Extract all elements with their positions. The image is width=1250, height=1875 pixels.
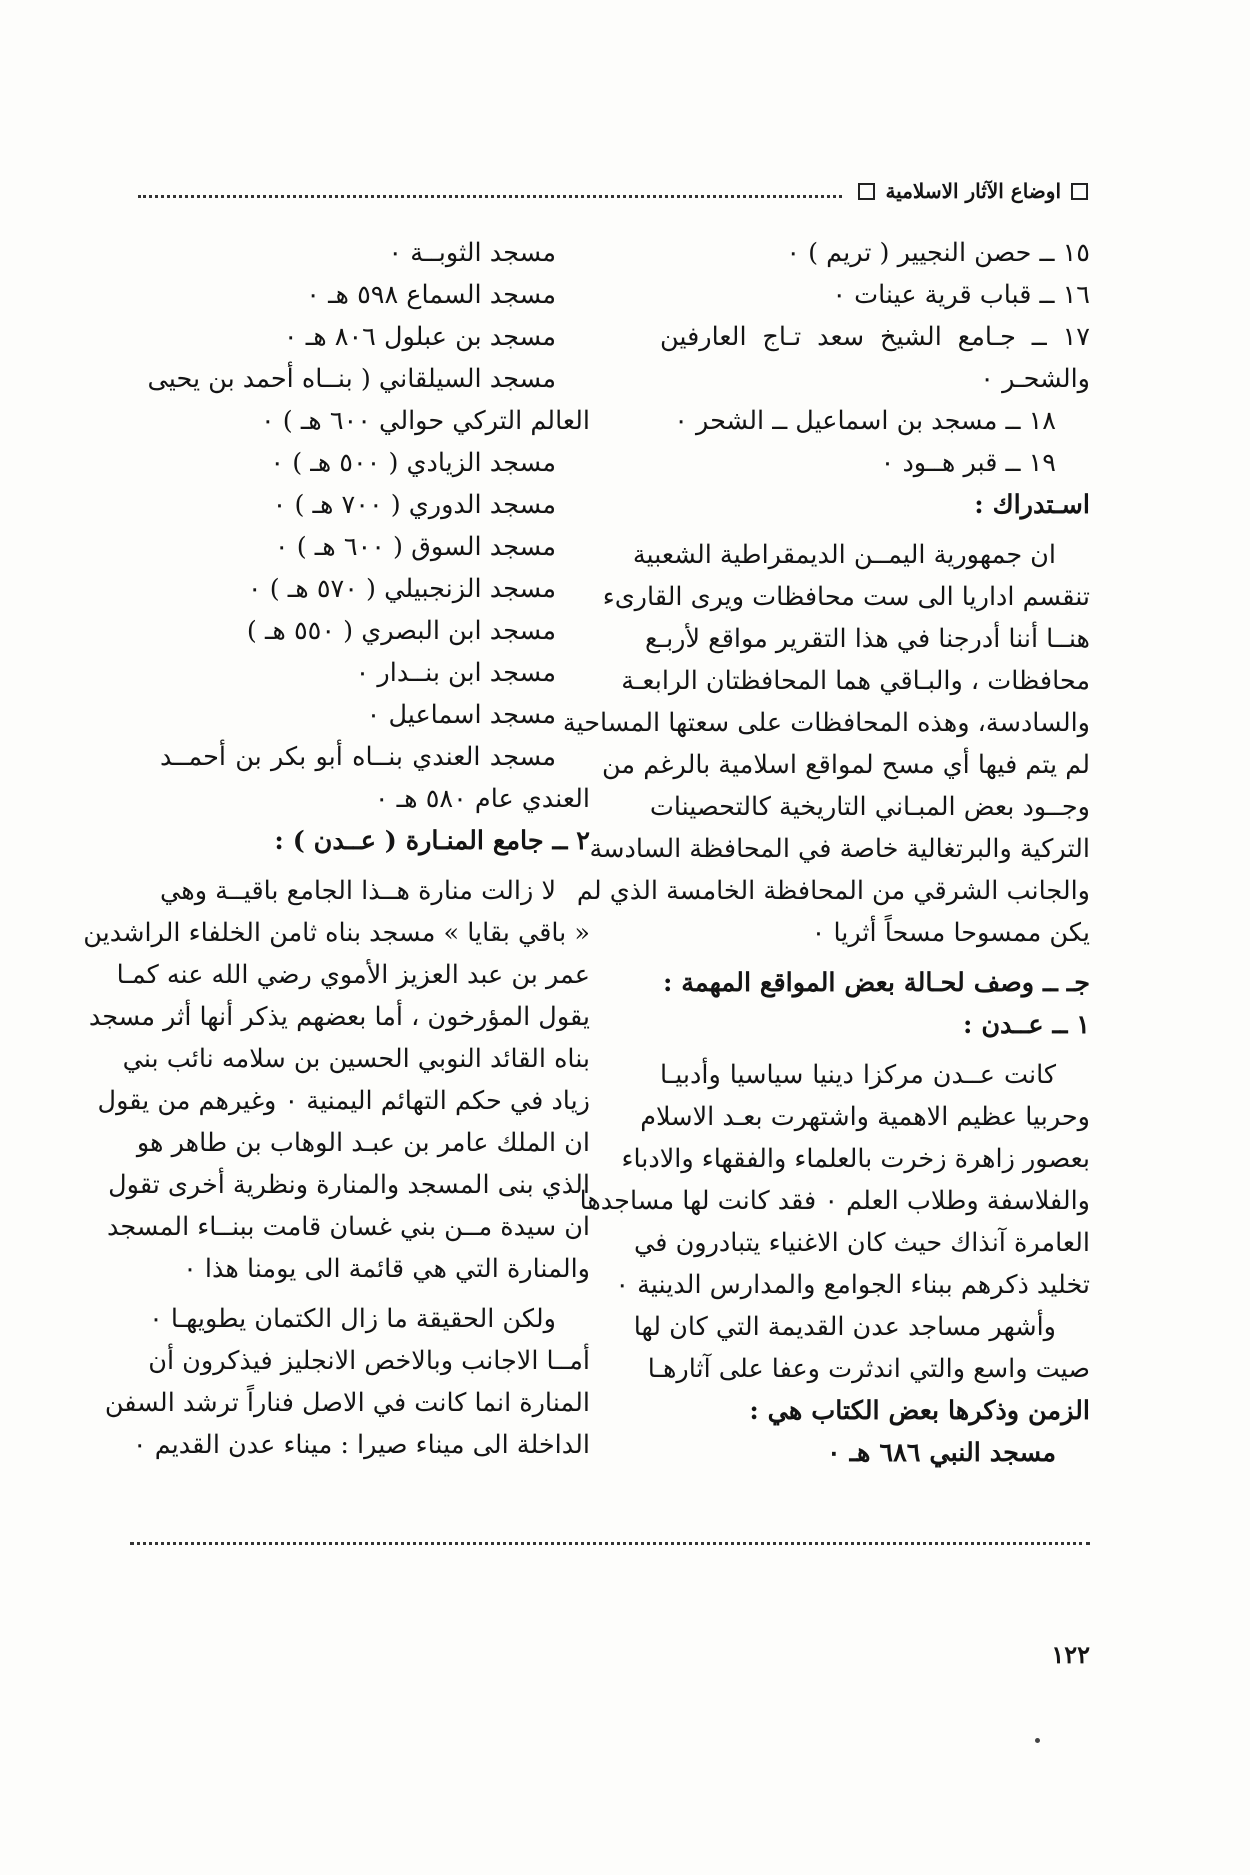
text-line: « باقي بقايا » مسجد بناه ثامن الخلفاء الراشدين [83,918,590,948]
text-line: والمنارة التي هي قائمة الى يومنا هذا ٠ [183,1254,590,1284]
text-line: الذي بنى المسجد والمنارة ونظرية أخرى تقول [108,1170,590,1200]
left-text-column [83,232,590,1466]
text-line: مسجد الزيادي ( ٥٠٠ هـ ) ٠ [270,448,556,478]
header-dotted-rule [138,195,842,198]
text-line: وأشهر مساجد عدن القديمة التي كان لها [633,1312,1056,1342]
running-header-title: اوضاع الآثار الاسلامية [885,179,1061,203]
text-line: اسـتدراك : [974,490,1090,520]
text-line: وحربيا عظيم الاهمية واشتهرت بعـد الاسلام [640,1102,1090,1132]
text-line: والفلاسفة وطلاب العلم ٠ فقد كانت لها مساجدها [579,1186,1090,1216]
text-line: لم يتم فيها أي مسح لمواقع اسلامية بالرغم من [602,750,1090,780]
text-line: هنــا أننا أدرجنا في هذا التقرير مواقع لأربـع [645,624,1090,654]
text-line: ١ ــ عــدن : [963,1010,1090,1040]
text-line: والسادسة، وهذه المحافظات على سعتها المساحية [562,708,1090,738]
text-line: مسجد السيلقاني ( بنــاه أحمد بن يحيى [147,364,556,394]
text-line: عمر بن عبد العزيز الأموي رضي الله عنه كمـا [116,960,590,990]
text-line: محافظات ، والبـاقي هما المحافظتان الرابعـة [621,666,1090,696]
text-line: يقول المؤرخون ، أما بعضهم يذكر أنها أثر مسجد [88,1002,590,1032]
text-line: وجــود بعض المبـاني التاريخية كالتحصينات [649,792,1090,822]
text-line: مسجد السوق ( ٦٠٠ هـ ) ٠ [274,532,556,562]
text-line: مسجد السماع ٥٩٨ هـ ٠ [306,280,556,310]
text-line: مسجد النبي ٦٨٦ هـ ٠ [827,1438,1056,1468]
text-line: ١٥ ــ حصن النجيير ( تريم ) ٠ [786,238,1090,268]
text-line: أمــا الاجانب وبالاخص الانجليز فيذكرون أن [148,1346,590,1376]
text-line: بعصور زاهرة زخرت بالعلماء والفقهاء والادباء [621,1144,1090,1174]
footer-dotted-rule [130,1542,1090,1545]
text-line: مسجد ابن البصري ( ٥٥٠ هـ ) [246,616,556,646]
text-line: مسجد الدوري ( ٧٠٠ هـ ) ٠ [272,490,556,520]
square-bullet-icon [1071,183,1088,200]
text-line: زياد في حكم التهائم اليمنية ٠ وغيرهم من يقول [97,1086,590,1116]
text-line: ٢ ــ جامع المنـارة ( عــدن ) : [274,826,590,856]
right-text-column [562,232,1090,1474]
text-line: مسجد اسماعيل ٠ [366,700,556,730]
text-line: مسجد الزنجبيلي ( ٥٧٠ هـ ) ٠ [247,574,556,604]
running-header [138,174,1088,208]
text-line: بناه القائد النوبي الحسين بن سلامه نائب بني [122,1044,590,1074]
text-line: الداخلة الى ميناء صيرا : ميناء عدن القديم ٠ [132,1430,590,1460]
page-number: ١٢٢ [1051,1640,1090,1669]
text-line: جـ ــ وصف لحـالة بعض المواقع المهمة : [662,968,1090,998]
text-line: المنارة انما كانت في الاصل فناراً ترشد السفن [104,1388,590,1418]
text-line: العالم التركي حوالي ٦٠٠ هـ ) ٠ [260,406,590,436]
text-line: يكن ممسوحا مسحاً أثريا ٠ [811,918,1090,948]
text-line: العامرة آنذاك حيث كان الاغنياء يتبادرون في [634,1228,1090,1258]
text-line: ولكن الحقيقة ما زال الكتمان يطويهـا ٠ [149,1304,556,1334]
text-line: مسجد الثوبــة ٠ [388,238,556,268]
text-line: مسجد ابن بنــدار ٠ [355,658,556,688]
text-line: ان سيدة مــن بني غسان قامت ببنــاء المسجد [106,1212,590,1242]
text-line: كانت عــدن مركزا دينيا سياسيا وأدبيـا [660,1060,1056,1090]
text-line: ان الملك عامر بن عبـد الوهاب بن طاهر هو [136,1128,590,1158]
text-line: ١٧ ــ جـامع الشيخ سعد تـاج العارفين [660,322,1090,352]
text-line: التركية والبرتغالية خاصة في المحافظة السادسة [589,834,1090,864]
text-line: ١٩ ــ قبر هــود ٠ [880,448,1056,478]
square-bullet-icon [858,183,875,200]
text-line: مسجد العندي بنــاه أبو بكر بن أحمــد [160,742,556,772]
text-line: لا زالت منارة هــذا الجامع باقيــة وهي [160,876,556,906]
text-line: والجانب الشرقي من المحافظة الخامسة الذي لم [576,876,1090,906]
text-line: الزمن وذكرها بعض الكتاب هي : [749,1396,1090,1426]
text-line: والشحـر ٠ [980,364,1090,394]
text-line: تخليد ذكرهم ببناء الجوامع والمدارس الدينية ٠ [615,1270,1090,1300]
text-line: مسجد بن عبلول ٨٠٦ هـ ٠ [283,322,556,352]
scan-speck [1035,1738,1040,1743]
text-line: ان جمهورية اليمــن الديمقراطية الشعبية [632,540,1056,570]
text-line: صيت واسع والتي اندثرت وعفا على آثارهـا [647,1354,1090,1384]
text-line: تنقسم اداريا الى ست محافظات ويرى القارىء [602,582,1090,612]
text-line: العندي عام ٥٨٠ هـ ٠ [374,784,590,814]
text-line: ١٨ ــ مسجد بن اسماعيل ــ الشحر ٠ [674,406,1056,436]
text-line: ١٦ ــ قباب قرية عينات ٠ [832,280,1090,310]
